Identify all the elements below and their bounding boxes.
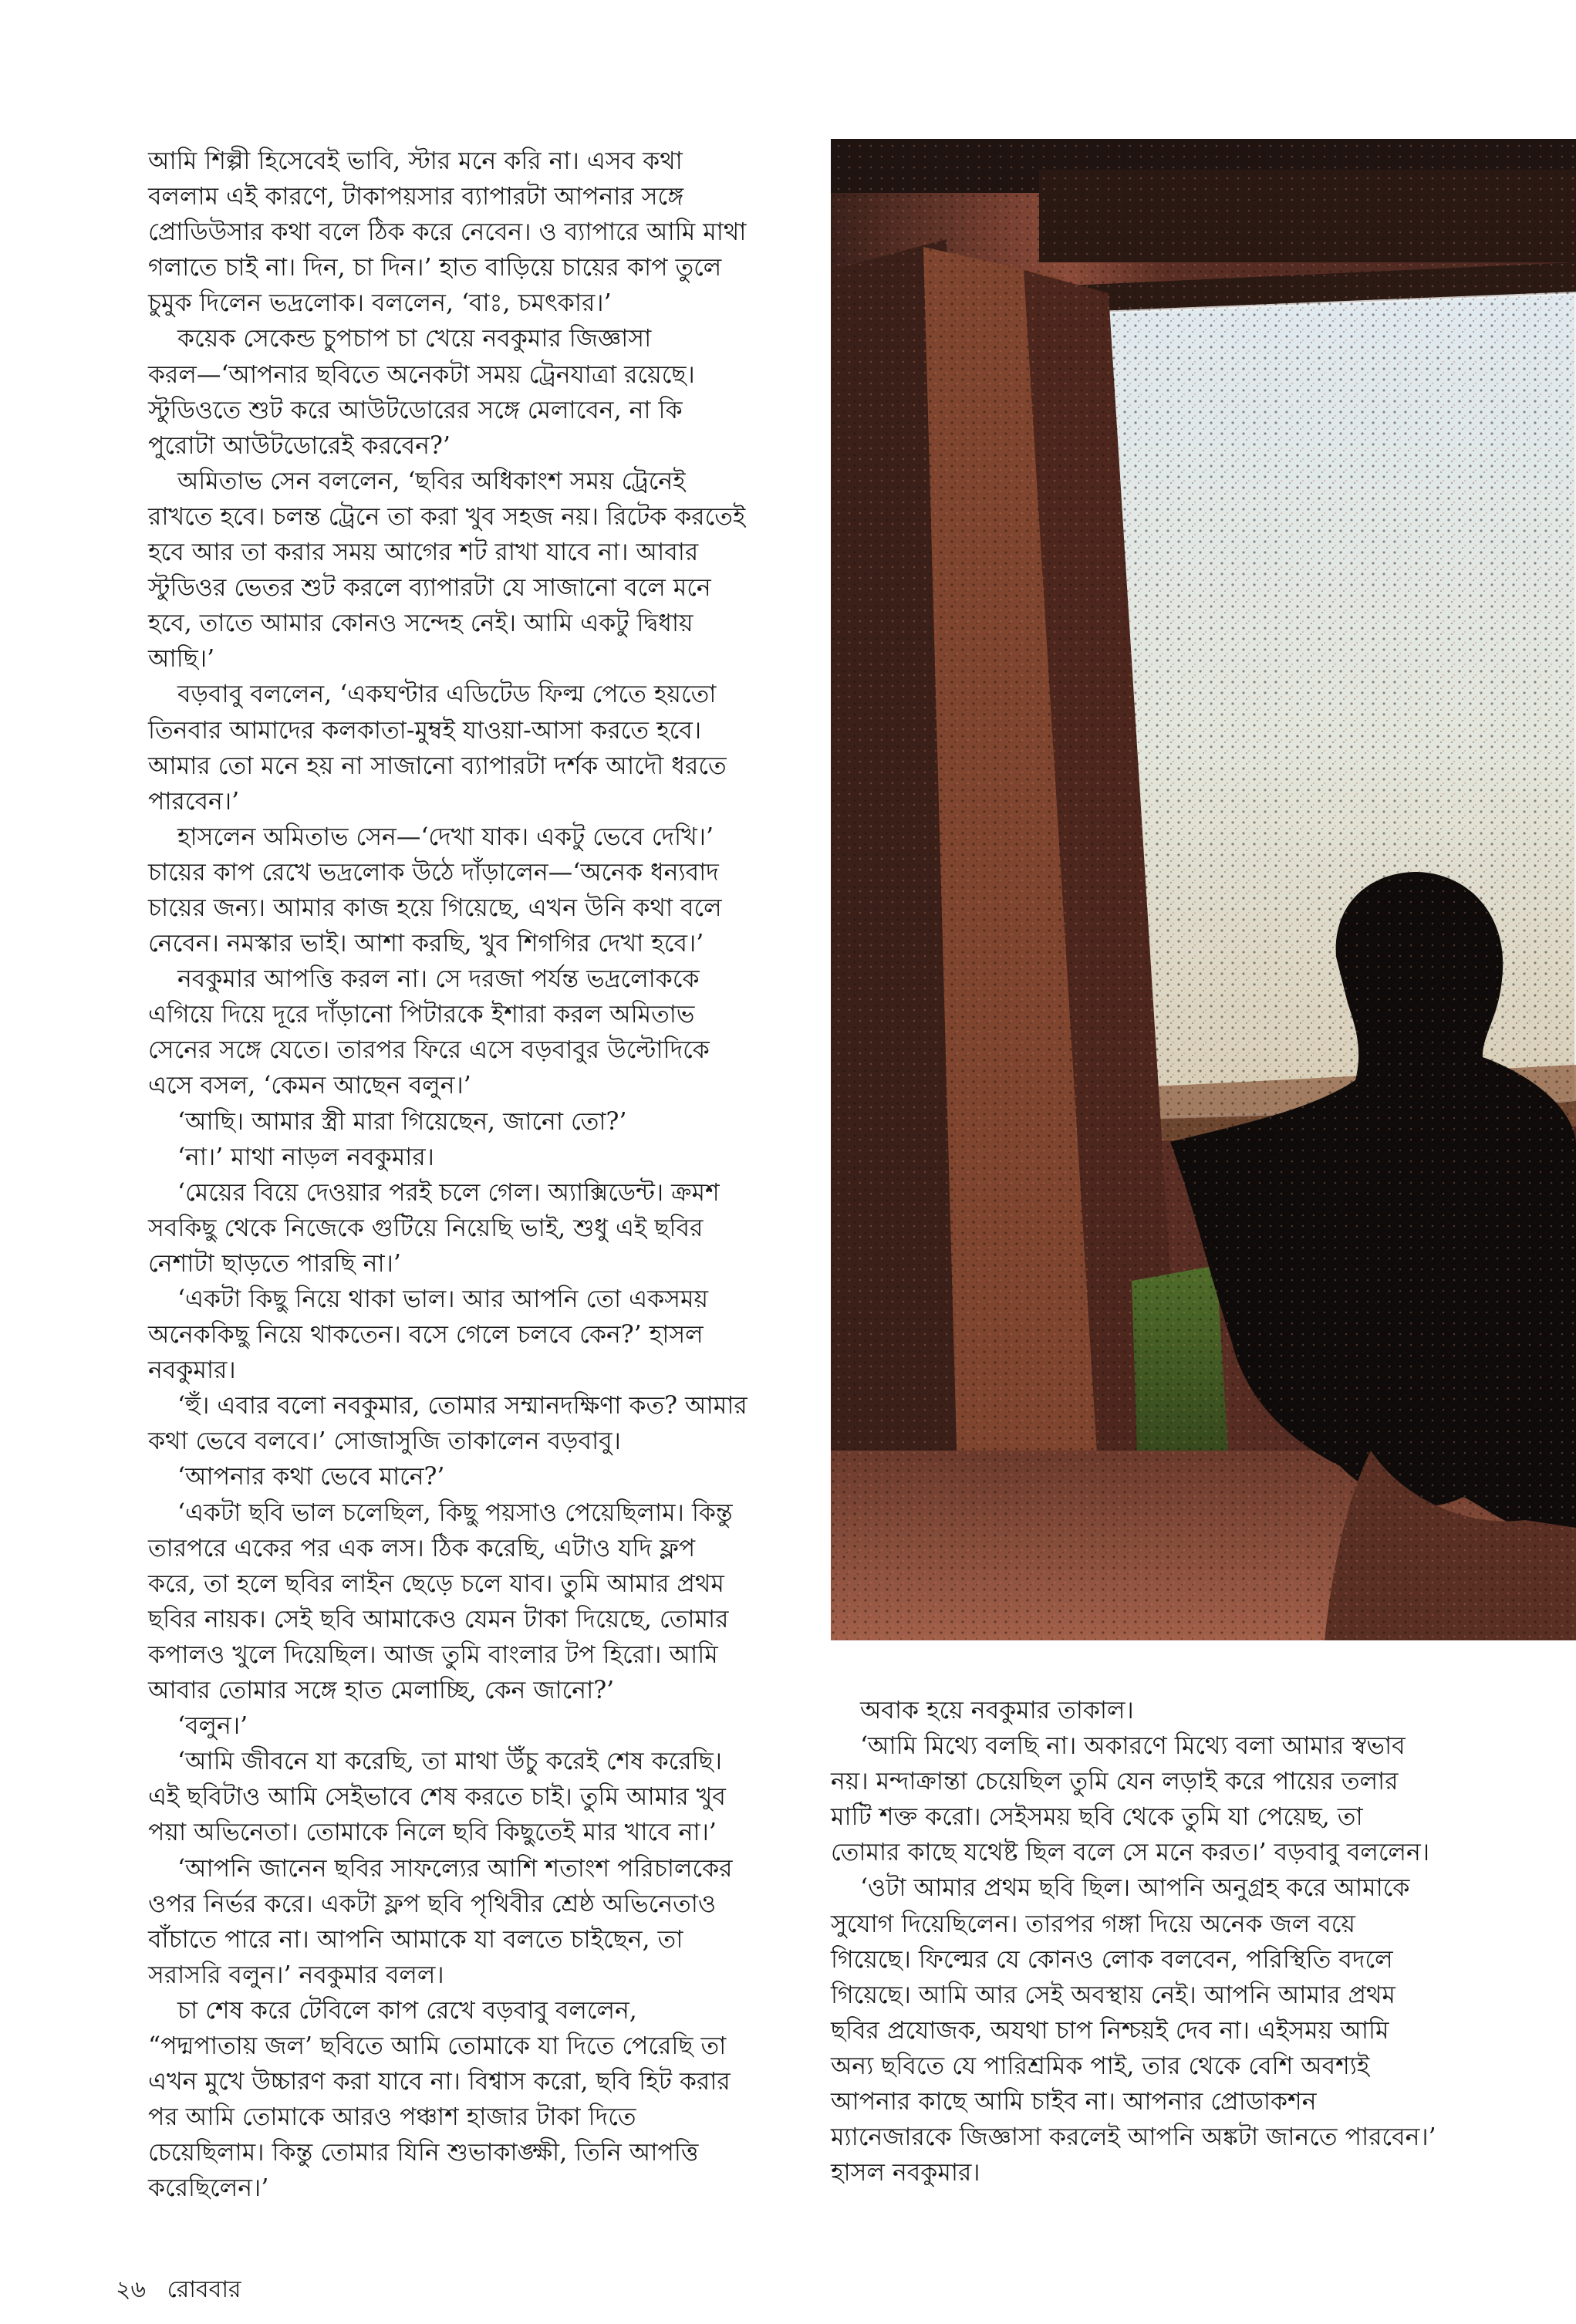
paragraph: আমি শিল্পী হিসেবেই ভাবি, স্টার মনে করি না। এসব কথা বললাম এই কারণে, টাকাপয়সার ব্যাপারটা আপনার সঙ্গে প্রোডিউসার কথা বলে ঠিক করে নেবেন। ও ব্যাপারে আমি মাথা গলাতে চাই না। দিন, চা দিন।’ হাত বাড়িয়ে চায়ের কাপ তুলে চুমুক দিলেন ভদ্রলোক। বললেন, ‘বাঃ, চমৎকার।’ bbox=[148, 147, 747, 318]
paragraph: ‘না।’ মাথা নাড়ল নবকুমার। bbox=[177, 1143, 434, 1171]
page-footer bbox=[116, 2276, 255, 2304]
paragraph: ‘ওটা আমার প্রথম ছবি ছিল। আপনি অনুগ্রহ করে আমাকে সুযোগ দিয়েছিলেন। তারপর গঙ্গা দিয়ে অনেক জল বয়ে গিয়েছে। ফিল্মের যে কোনও লোক বলবেন, পরিস্থিতি বদলে গিয়েছে। আমি আর সেই অবস্থায় নেই। আপনি আমার প্রথম ছবির প্রযোজক, অযথা চাপ নিশ্চয়ই দেব না। এইসময় আমি অন্য ছবিতে যে পারিশ্রমিক পাই, তার থেকে বেশি অবশ্যই আপনার কাছে আমি চাইব না। আপনার প্রোডাকশন ম্যানেজারকে জিজ্ঞাসা করলেই আপনি অঙ্কটা জানতে পারবেন।’ হাসল নবকুমার। bbox=[831, 1874, 1436, 2187]
paragraph: ‘একটা ছবি ভাল চলেছিল, কিছু পয়সাও পেয়েছিলাম। কিন্তু তারপরে একের পর এক লস। ঠিক করেছি, এটাও যদি ফ্লপ করে, তা হলে ছবির লাইন ছেড়ে চলে যাব। তুমি আমার প্রথম ছবির নায়ক। সেই ছবি আমাকেও যেমন টাকা দিয়েছে, তোমার কপালও খুলে দিয়েছিল। আজ তুমি বাংলার টপ হিরো। আমি আবার তোমার সঙ্গে হাত মেলাচ্ছি, কেন জানো?’ bbox=[148, 1498, 733, 1705]
left-text-column bbox=[148, 144, 754, 2206]
paragraph: হাসলেন অমিতাভ সেন—‘দেখা যাক। একটু ভেবে দেখি।’ চায়ের কাপ রেখে ভদ্রলোক উঠে দাঁড়ালেন—‘অনেক ধন্যবাদ চায়ের জন্য। আমার কাজ হয়ে গিয়েছে, এখন উনি কথা বলে নেবেন। নমস্কার ভাই। আশা করছি, খুব শিগগির দেখা হবে।’ bbox=[148, 823, 722, 958]
paragraph: ‘মেয়ের বিয়ে দেওয়ার পরই চলে গেল। অ্যাক্সিডেন্ট। ক্রমশ সবকিছু থেকে নিজেকে গুটিয়ে নিয়েছি ভাই, শুধু এই ছবির নেশাটা ছাড়তে পারছি না।’ bbox=[148, 1178, 720, 1278]
paragraph: ‘আমি জীবনে যা করেছি, তা মাথা উঁচু করেই শেষ করেছি। এই ছবিটাও আমি সেইভাবে শেষ করতে চাই। তুমি আমার খুব পয়া অভিনেতা। তোমাকে নিলে ছবি কিছুতেই মার খাবে না।’ bbox=[148, 1748, 726, 1847]
silhouette-at-train-window-illustration bbox=[831, 139, 1576, 1640]
story-illustration bbox=[831, 139, 1576, 1640]
paragraph: চা শেষ করে টেবিলে কাপ রেখে বড়বাবু বললেন, “পদ্মপাতায় জল’ ছবিতে আমি তোমাকে যা দিতে পেরেছি তা এখন মুখে উচ্চারণ করা যাবে না। বিশ্বাস করো, ছবি হিট করার পর আমি তোমাকে আরও পঞ্চাশ হাজার টাকা দিতে চেয়েছিলাম। কিন্তু তোমার যিনি শুভাকাঙ্ক্ষী, তিনি আপত্তি করেছিলেন।’ bbox=[148, 1996, 731, 2203]
paragraph: ‘আছি। আমার স্ত্রী মারা গিয়েছেন, জানো তো?’ bbox=[177, 1107, 627, 1136]
paragraph: ‘আপনার কথা ভেবে মানে?’ bbox=[177, 1463, 445, 1491]
paragraph: কয়েক সেকেন্ড চুপচাপ চা খেয়ে নবকুমার জিজ্ঞাসা করল—‘আপনার ছবিতে অনেকটা সময় ট্রেনযাত্রা রয়েছে। স্টুডিওতে শুট করে আউটডোরের সঙ্গে মেলাবেন, না কি পুরোটা আউটডোরেই করবেন?’ bbox=[148, 325, 695, 460]
paragraph: ‘আমি মিথ্যে বলছি না। অকারণে মিথ্যে বলা আমার স্বভাব নয়। মন্দাক্রান্তা চেয়েছিল তুমি যেন লড়াই করে পায়ের তলার মাটি শক্ত করো। সেইসময় ছবি থেকে তুমি যা পেয়েছ, তা তোমার কাছে যথেষ্ট ছিল বলে সে মনে করত।’ বড়বাবু বললেন। bbox=[831, 1732, 1430, 1867]
paragraph: বড়বাবু বললেন, ‘একঘণ্টার এডিটেড ফিল্ম পেতে হয়তো তিনবার আমাদের কলকাতা-মুম্বই যাওয়া-আসা করতে হবে। আমার তো মনে হয় না সাজানো ব্যাপারটা দর্শক আদৌ ধরতে পারবেন।’ bbox=[148, 681, 727, 816]
right-text-column bbox=[831, 1693, 1487, 2191]
magazine-name: রোববার bbox=[167, 2276, 241, 2303]
paragraph: অবাক হয়ে নবকুমার তাকাল। bbox=[860, 1697, 1134, 1724]
paragraph: ‘হুঁ। এবার বলো নবকুমার, তোমার সম্মানদক্ষিণা কত? আমার কথা ভেবে বলবে।’ সোজাসুজি তাকালেন বড়বাবু। bbox=[148, 1392, 748, 1456]
page-number: ২৬ bbox=[116, 2276, 147, 2303]
paragraph: ‘একটা কিছু নিয়ে থাকা ভাল। আর আপনি তো একসময় অনেককিছু নিয়ে থাকতেন। বসে গেলে চলবে কেন?’ হাসল নবকুমার। bbox=[148, 1285, 709, 1385]
paragraph: অমিতাভ সেন বললেন, ‘ছবির অধিকাংশ সময় ট্রেনেই রাখতে হবে। চলন্ত ট্রেনে তা করা খুব সহজ নয়। রিটেক করতেই হবে আর তা করার সময় আগের শট রাখা যাবে না। আবার স্টুডিওর ভেতর শুট করলে ব্যাপারটা যে সাজানো বলে মনে হবে, তাতে আমার কোনও সন্দেহ নেই। আমি একটু দ্বিধায় আছি।’ bbox=[148, 467, 746, 674]
paragraph: নবকুমার আপত্তি করল না। সে দরজা পর্যন্ত ভদ্রলোককে এগিয়ে দিয়ে দূরে দাঁড়ানো পিটারকে ইশারা করল অমিতাভ সেনের সঙ্গে যেতে। তারপর ফিরে এসে বড়বাবুর উল্টোদিকে এসে বসল, ‘কেমন আছেন বলুন।’ bbox=[148, 965, 710, 1100]
paragraph: ‘বলুন।’ bbox=[177, 1712, 248, 1741]
paragraph: ‘আপনি জানেন ছবির সাফল্যের আশি শতাংশ পরিচালকের ওপর নির্ভর করে। একটা ফ্লপ ছবি পৃথিবীর শ্রেষ্ঠ অভিনেতাও বাঁচাতে পারে না। আপনি আমাকে যা বলতে চাইছেন, তা সরাসরি বলুন।’ নবকুমার বলল। bbox=[148, 1854, 733, 1989]
